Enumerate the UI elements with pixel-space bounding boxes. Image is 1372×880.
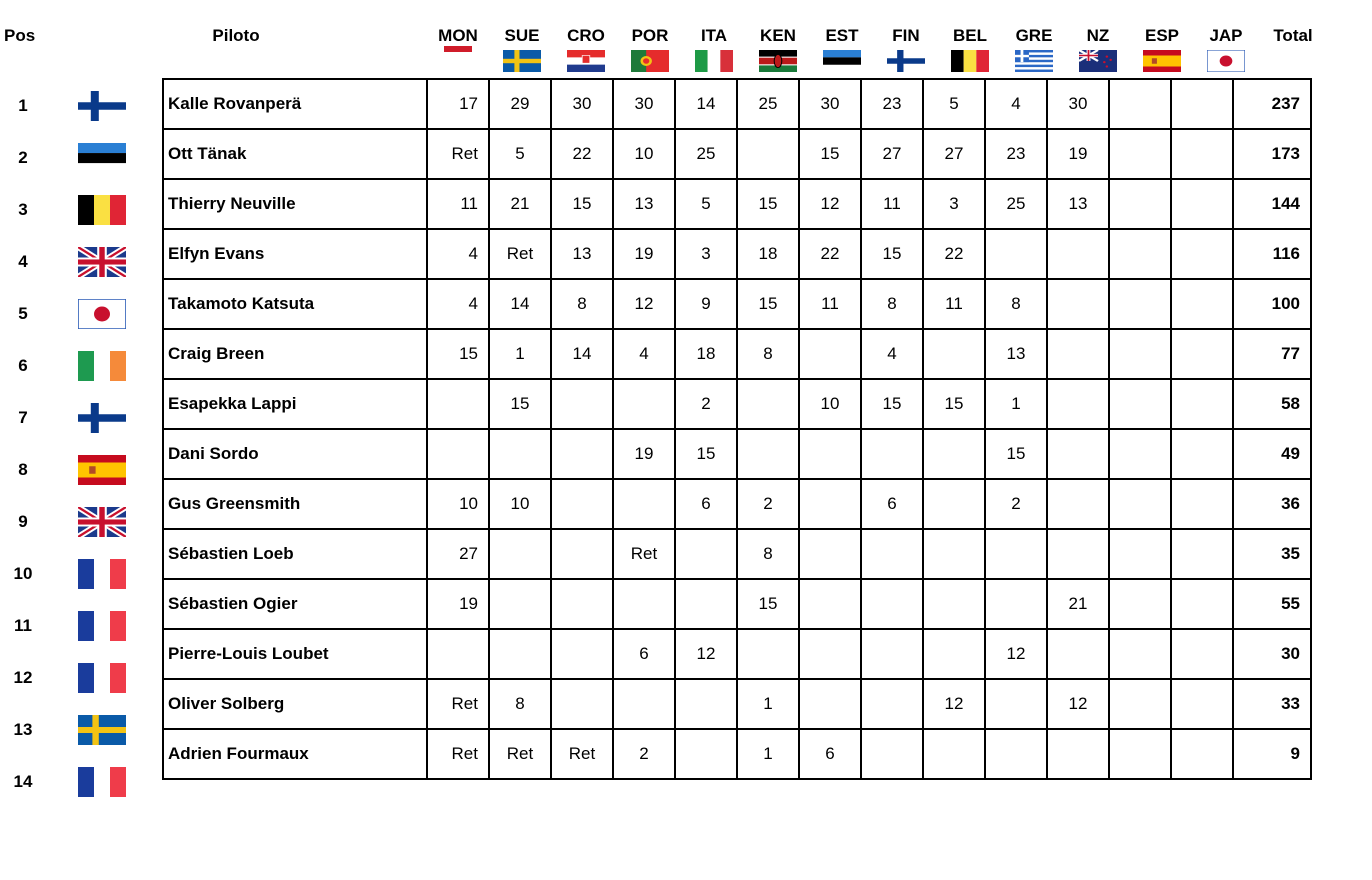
result-ken: 15 <box>737 179 799 229</box>
rally-header-ken: KEN <box>760 26 796 45</box>
result-cro <box>551 429 613 479</box>
result-mon: 4 <box>427 229 489 279</box>
result-est: 6 <box>799 729 861 779</box>
belgium-flag-icon <box>951 50 989 72</box>
result-cro: 8 <box>551 279 613 329</box>
rally-header-cro: CRO <box>567 26 605 45</box>
result-por: 19 <box>613 229 675 279</box>
driver-name: Thierry Neuville <box>163 179 427 229</box>
table-row <box>163 629 1311 679</box>
finland-flag-icon <box>887 50 925 72</box>
result-ken: 15 <box>737 579 799 629</box>
result-est <box>799 579 861 629</box>
result-sue <box>489 429 551 479</box>
position-number: 5 <box>18 304 28 323</box>
result-est: 10 <box>799 379 861 429</box>
result-jap <box>1171 479 1233 529</box>
result-jap <box>1171 379 1233 429</box>
result-por: 10 <box>613 129 675 179</box>
result-esp <box>1109 479 1171 529</box>
result-jap <box>1171 279 1233 329</box>
result-esp <box>1109 679 1171 729</box>
result-esp <box>1109 629 1171 679</box>
rally-header-bel: BEL <box>953 26 987 45</box>
result-bel: 27 <box>923 129 985 179</box>
result-est <box>799 629 861 679</box>
result-bel: 5 <box>923 79 985 129</box>
table-row <box>163 729 1311 779</box>
result-esp <box>1109 379 1171 429</box>
result-mon <box>427 629 489 679</box>
result-est: 15 <box>799 129 861 179</box>
table-row <box>163 429 1311 479</box>
france-flag-icon <box>70 652 134 704</box>
spain-flag-icon <box>70 444 134 496</box>
result-bel <box>923 529 985 579</box>
result-sue: 8 <box>489 679 551 729</box>
result-por: 19 <box>613 429 675 479</box>
result-nz: 13 <box>1047 179 1109 229</box>
table-row <box>163 79 1311 129</box>
result-por: 13 <box>613 179 675 229</box>
driver-name: Dani Sordo <box>163 429 427 479</box>
result-nz <box>1047 629 1109 679</box>
result-ken: 15 <box>737 279 799 329</box>
sweden-flag-icon <box>70 704 134 756</box>
position-number: 3 <box>18 200 28 219</box>
result-mon: Ret <box>427 129 489 179</box>
result-nz <box>1047 429 1109 479</box>
result-nz: 12 <box>1047 679 1109 729</box>
position-number: 1 <box>18 96 28 115</box>
result-gre: 15 <box>985 429 1047 479</box>
result-esp <box>1109 79 1171 129</box>
result-ita: 6 <box>675 479 737 529</box>
total-points: 58 <box>1233 379 1311 429</box>
belgium-flag-icon <box>70 184 134 236</box>
monaco-flag-icon <box>444 46 472 58</box>
result-gre: 8 <box>985 279 1047 329</box>
rally-header-fin: FIN <box>892 26 920 45</box>
result-jap <box>1171 179 1233 229</box>
total-points: 77 <box>1233 329 1311 379</box>
result-gre <box>985 679 1047 729</box>
result-bel <box>923 629 985 679</box>
total-points: 116 <box>1233 229 1311 279</box>
total-points: 55 <box>1233 579 1311 629</box>
total-points: 35 <box>1233 529 1311 579</box>
position-number: 2 <box>18 148 28 167</box>
result-ita: 3 <box>675 229 737 279</box>
result-cro: 22 <box>551 129 613 179</box>
result-esp <box>1109 329 1171 379</box>
rally-header-ita: ITA <box>700 26 728 45</box>
result-ita: 2 <box>675 379 737 429</box>
result-sue <box>489 579 551 629</box>
result-fin <box>861 679 923 729</box>
result-fin: 6 <box>861 479 923 529</box>
result-jap <box>1171 329 1233 379</box>
driver-name: Adrien Fourmaux <box>163 729 427 779</box>
result-sue: 21 <box>489 179 551 229</box>
standings-table <box>162 78 1312 780</box>
result-sue: 1 <box>489 329 551 379</box>
result-cro <box>551 679 613 729</box>
result-cro <box>551 479 613 529</box>
result-est: 12 <box>799 179 861 229</box>
table-row <box>163 479 1311 529</box>
result-cro: Ret <box>551 729 613 779</box>
total-points: 36 <box>1233 479 1311 529</box>
result-gre <box>985 229 1047 279</box>
result-gre <box>985 579 1047 629</box>
driver-name: Gus Greensmith <box>163 479 427 529</box>
result-cro: 14 <box>551 329 613 379</box>
header-total: Total <box>1273 26 1313 45</box>
result-ita: 12 <box>675 629 737 679</box>
greece-flag-icon <box>1015 50 1053 72</box>
result-jap <box>1171 679 1233 729</box>
result-ken: 25 <box>737 79 799 129</box>
rally-header-gre: GRE <box>1015 26 1053 45</box>
result-esp <box>1109 529 1171 579</box>
result-fin: 15 <box>861 379 923 429</box>
result-por: 4 <box>613 329 675 379</box>
result-mon: Ret <box>427 679 489 729</box>
finland-flag-icon <box>70 392 134 444</box>
result-ita <box>675 679 737 729</box>
result-jap <box>1171 579 1233 629</box>
header-pos: Pos <box>4 26 36 45</box>
result-fin: 4 <box>861 329 923 379</box>
driver-name: Craig Breen <box>163 329 427 379</box>
total-points: 173 <box>1233 129 1311 179</box>
result-ita <box>675 579 737 629</box>
result-gre: 4 <box>985 79 1047 129</box>
result-jap <box>1171 229 1233 279</box>
result-fin <box>861 729 923 779</box>
total-points: 33 <box>1233 679 1311 729</box>
total-points: 30 <box>1233 629 1311 679</box>
estonia-flag-icon <box>823 50 861 72</box>
result-gre: 12 <box>985 629 1047 679</box>
result-esp <box>1109 129 1171 179</box>
result-gre: 25 <box>985 179 1047 229</box>
uk-flag-icon <box>70 496 134 548</box>
rally-header-jap: JAP <box>1209 26 1243 45</box>
spain-flag-icon <box>1143 50 1181 72</box>
result-fin <box>861 429 923 479</box>
driver-name: Ott Tänak <box>163 129 427 179</box>
result-por: Ret <box>613 529 675 579</box>
france-flag-icon <box>70 600 134 652</box>
japan-flag-icon <box>70 288 134 340</box>
total-points: 100 <box>1233 279 1311 329</box>
result-sue: 5 <box>489 129 551 179</box>
rally-header-por: POR <box>631 26 669 45</box>
result-mon: 17 <box>427 79 489 129</box>
result-sue: Ret <box>489 229 551 279</box>
result-mon: 10 <box>427 479 489 529</box>
result-nz <box>1047 279 1109 329</box>
rally-header-mon: MON <box>438 26 478 45</box>
result-cro: 15 <box>551 179 613 229</box>
result-mon: 19 <box>427 579 489 629</box>
result-nz: 30 <box>1047 79 1109 129</box>
table-row <box>163 279 1311 329</box>
table-row <box>163 579 1311 629</box>
result-fin <box>861 579 923 629</box>
result-bel: 3 <box>923 179 985 229</box>
sweden-flag-icon <box>503 50 541 72</box>
result-por <box>613 379 675 429</box>
result-esp <box>1109 729 1171 779</box>
result-por: 2 <box>613 729 675 779</box>
driver-name: Esapekka Lappi <box>163 379 427 429</box>
result-gre: 23 <box>985 129 1047 179</box>
result-ita <box>675 529 737 579</box>
result-est: 22 <box>799 229 861 279</box>
result-bel: 22 <box>923 229 985 279</box>
table-row <box>163 229 1311 279</box>
rally-header-est: EST <box>825 26 859 45</box>
result-fin: 15 <box>861 229 923 279</box>
result-mon: 27 <box>427 529 489 579</box>
result-bel: 15 <box>923 379 985 429</box>
table-row <box>163 679 1311 729</box>
result-ken: 1 <box>737 679 799 729</box>
kenya-flag-icon <box>759 50 797 72</box>
result-mon <box>427 429 489 479</box>
table-row <box>163 329 1311 379</box>
result-est: 11 <box>799 279 861 329</box>
result-ita: 15 <box>675 429 737 479</box>
result-gre <box>985 729 1047 779</box>
position-number: 10 <box>13 564 33 583</box>
result-ken: 8 <box>737 329 799 379</box>
france-flag-icon <box>70 756 134 808</box>
table-row <box>163 179 1311 229</box>
header-pilot: Piloto <box>212 26 260 45</box>
result-nz <box>1047 529 1109 579</box>
result-gre: 1 <box>985 379 1047 429</box>
croatia-flag-icon <box>567 50 605 72</box>
result-esp <box>1109 429 1171 479</box>
result-esp <box>1109 179 1171 229</box>
total-points: 9 <box>1233 729 1311 779</box>
result-cro <box>551 379 613 429</box>
result-sue <box>489 629 551 679</box>
result-sue: 14 <box>489 279 551 329</box>
result-bel: 12 <box>923 679 985 729</box>
result-por <box>613 579 675 629</box>
result-nz <box>1047 229 1109 279</box>
result-ken: 8 <box>737 529 799 579</box>
table-row <box>163 529 1311 579</box>
result-fin <box>861 629 923 679</box>
uk-flag-icon <box>70 236 134 288</box>
result-por: 12 <box>613 279 675 329</box>
driver-name: Elfyn Evans <box>163 229 427 279</box>
driver-name: Kalle Rovanperä <box>163 79 427 129</box>
driver-name: Pierre-Louis Loubet <box>163 629 427 679</box>
japan-flag-icon <box>1207 50 1245 72</box>
result-est <box>799 479 861 529</box>
result-ken: 18 <box>737 229 799 279</box>
total-points: 144 <box>1233 179 1311 229</box>
result-est <box>799 529 861 579</box>
position-number: 4 <box>18 252 28 271</box>
result-bel <box>923 729 985 779</box>
result-ita: 9 <box>675 279 737 329</box>
result-ken: 1 <box>737 729 799 779</box>
result-nz: 19 <box>1047 129 1109 179</box>
estonia-flag-icon <box>70 132 134 184</box>
result-jap <box>1171 79 1233 129</box>
driver-name: Oliver Solberg <box>163 679 427 729</box>
result-ken <box>737 429 799 479</box>
result-est <box>799 329 861 379</box>
france-flag-icon <box>70 548 134 600</box>
result-cro <box>551 579 613 629</box>
result-ken: 2 <box>737 479 799 529</box>
table-row <box>163 379 1311 429</box>
result-jap <box>1171 129 1233 179</box>
result-gre: 2 <box>985 479 1047 529</box>
position-number: 12 <box>13 668 33 687</box>
result-bel <box>923 579 985 629</box>
result-por <box>613 679 675 729</box>
result-cro: 30 <box>551 79 613 129</box>
result-cro <box>551 629 613 679</box>
rally-header-esp: ESP <box>1144 26 1180 45</box>
result-cro: 13 <box>551 229 613 279</box>
result-gre: 13 <box>985 329 1047 379</box>
italy-flag-icon <box>695 50 733 72</box>
result-fin <box>861 529 923 579</box>
result-est <box>799 429 861 479</box>
result-mon <box>427 379 489 429</box>
result-mon: Ret <box>427 729 489 779</box>
result-mon: 4 <box>427 279 489 329</box>
result-cro <box>551 529 613 579</box>
result-bel <box>923 329 985 379</box>
position-number: 13 <box>13 720 33 739</box>
result-esp <box>1109 579 1171 629</box>
result-ken <box>737 379 799 429</box>
position-number: 9 <box>18 512 28 531</box>
result-bel: 11 <box>923 279 985 329</box>
result-ita <box>675 729 737 779</box>
ireland-flag-icon <box>70 340 134 392</box>
result-ken <box>737 629 799 679</box>
result-est <box>799 679 861 729</box>
result-fin: 8 <box>861 279 923 329</box>
table-row <box>163 129 1311 179</box>
result-jap <box>1171 429 1233 479</box>
rally-header-nz: NZ <box>1086 26 1110 45</box>
result-sue: 15 <box>489 379 551 429</box>
result-fin: 11 <box>861 179 923 229</box>
position-number: 8 <box>18 460 28 479</box>
result-esp <box>1109 279 1171 329</box>
driver-name: Takamoto Katsuta <box>163 279 427 329</box>
result-ken <box>737 129 799 179</box>
result-esp <box>1109 229 1171 279</box>
result-ita: 14 <box>675 79 737 129</box>
result-nz <box>1047 729 1109 779</box>
position-number: 6 <box>18 356 28 375</box>
result-jap <box>1171 729 1233 779</box>
position-number: 14 <box>13 772 33 791</box>
result-jap <box>1171 629 1233 679</box>
result-ita: 5 <box>675 179 737 229</box>
result-ita: 25 <box>675 129 737 179</box>
position-number: 7 <box>18 408 28 427</box>
rally-header-sue: SUE <box>504 26 540 45</box>
portugal-flag-icon <box>631 50 669 72</box>
result-nz <box>1047 379 1109 429</box>
result-nz <box>1047 479 1109 529</box>
result-gre <box>985 529 1047 579</box>
result-sue: 29 <box>489 79 551 129</box>
result-sue: Ret <box>489 729 551 779</box>
total-points: 237 <box>1233 79 1311 129</box>
driver-name: Sébastien Loeb <box>163 529 427 579</box>
result-sue: 10 <box>489 479 551 529</box>
result-bel <box>923 479 985 529</box>
driver-name: Sébastien Ogier <box>163 579 427 629</box>
result-ita: 18 <box>675 329 737 379</box>
result-por: 30 <box>613 79 675 129</box>
result-nz: 21 <box>1047 579 1109 629</box>
finland-flag-icon <box>70 80 134 132</box>
position-number: 11 <box>14 616 32 635</box>
result-fin: 23 <box>861 79 923 129</box>
new-zealand-flag-icon <box>1079 50 1117 72</box>
result-mon: 11 <box>427 179 489 229</box>
result-por <box>613 479 675 529</box>
result-sue <box>489 529 551 579</box>
result-jap <box>1171 529 1233 579</box>
result-bel <box>923 429 985 479</box>
result-nz <box>1047 329 1109 379</box>
result-mon: 15 <box>427 329 489 379</box>
result-por: 6 <box>613 629 675 679</box>
result-est: 30 <box>799 79 861 129</box>
result-fin: 27 <box>861 129 923 179</box>
total-points: 49 <box>1233 429 1311 479</box>
